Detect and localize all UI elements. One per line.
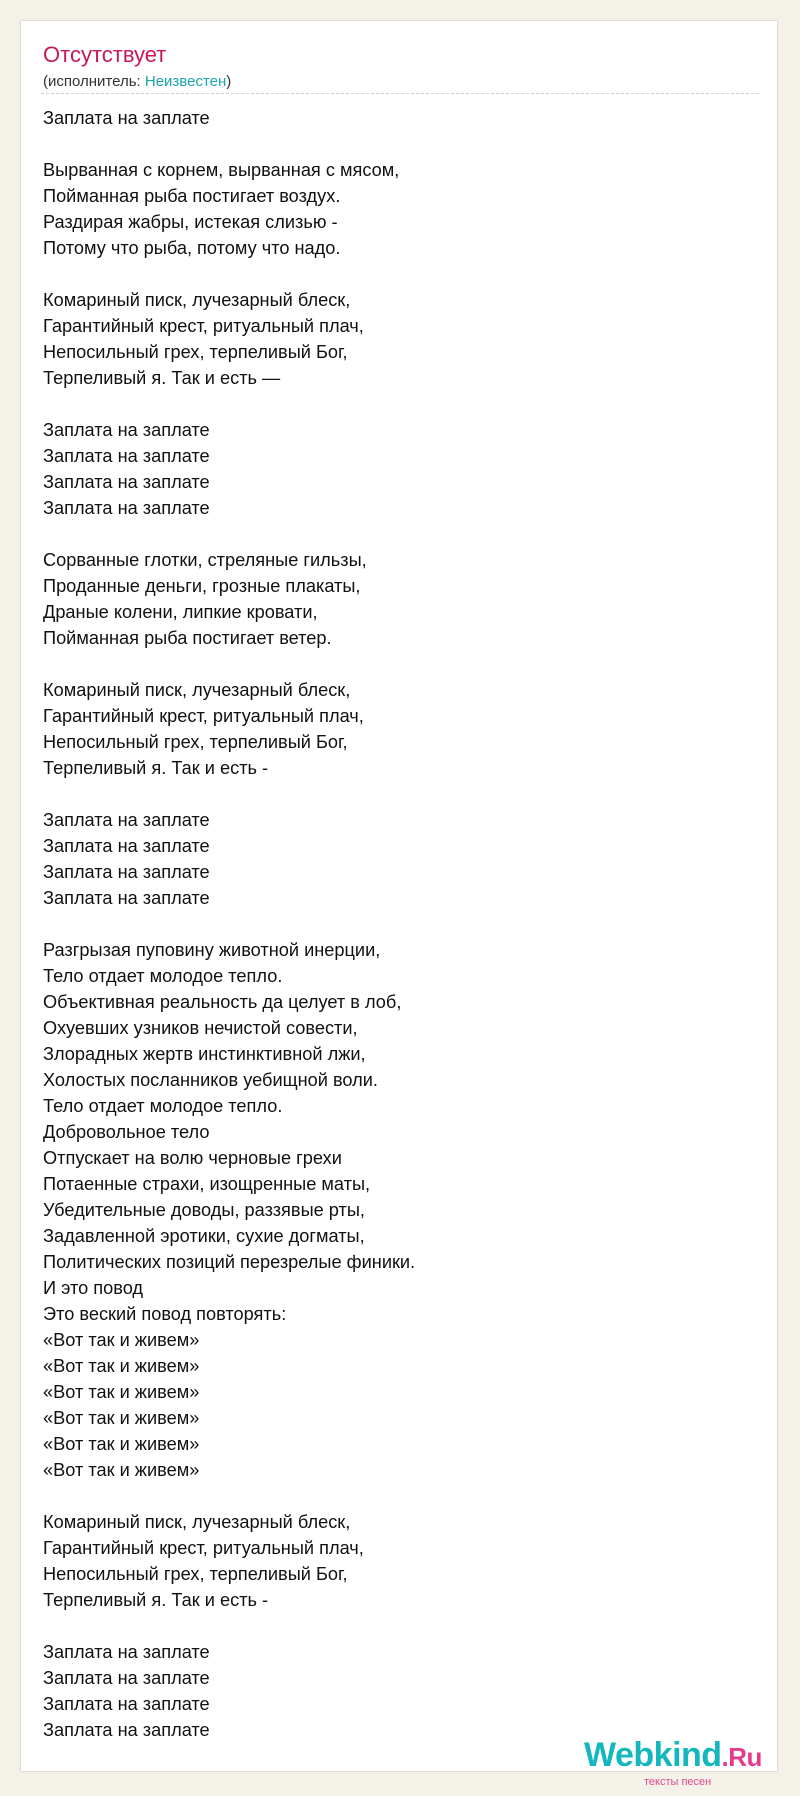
- lyric-line: Заплата на заплате: [43, 446, 210, 466]
- lyric-line: Заплата на заплате: [43, 888, 210, 908]
- performer-suffix: ): [226, 73, 232, 90]
- performer-line: [43, 73, 231, 91]
- stanza-break: [43, 391, 743, 417]
- lyric-line: Вырванная с корнем, вырванная с мясом,: [43, 160, 400, 180]
- lyric-line: Терпеливый я. Так и есть -: [43, 758, 269, 778]
- lyric-line: Заплата на заплате: [43, 1694, 210, 1714]
- lyric-line: «Вот так и живем»: [43, 1460, 200, 1480]
- lyric-line: Добровольное тело: [43, 1122, 210, 1142]
- lyric-line: Убедительные доводы, раззявые рты,: [43, 1200, 365, 1220]
- lyric-line: «Вот так и живем»: [43, 1434, 200, 1454]
- lyric-line: «Вот так и живем»: [43, 1382, 200, 1402]
- lyric-line: Объективная реальность да целует в лоб,: [43, 992, 402, 1012]
- lyric-line: Политических позиций перезрелые финики.: [43, 1252, 416, 1272]
- song-title: Отсутствует: [43, 42, 167, 67]
- lyric-line: «Вот так и живем»: [43, 1408, 200, 1428]
- performer-prefix: (исполнитель:: [43, 73, 145, 90]
- lyrics-body: [43, 105, 743, 1743]
- lyric-line: Заплата на заплате: [43, 108, 210, 128]
- lyric-line: Это веский повод повторять:: [43, 1304, 287, 1324]
- lyric-line: Заплата на заплате: [43, 862, 210, 882]
- lyric-line: Заплата на заплате: [43, 420, 210, 440]
- lyric-line: Заплата на заплате: [43, 472, 210, 492]
- lyric-line: Заплата на заплате: [43, 1642, 210, 1662]
- lyric-line: Заплата на заплате: [43, 810, 210, 830]
- lyric-line: «Вот так и живем»: [43, 1330, 200, 1350]
- lyric-line: Потому что рыба, потому что надо.: [43, 238, 341, 258]
- lyric-line: Непосильный грех, терпеливый Бог,: [43, 342, 348, 362]
- lyric-line: Отпускает на волю черновые грехи: [43, 1148, 342, 1168]
- stanza-break: [43, 781, 743, 807]
- lyric-line: Гарантийный крест, ритуальный плач,: [43, 316, 364, 336]
- lyric-line: Комариный писк, лучезарный блеск,: [43, 1512, 351, 1532]
- lyric-line: Пойманная рыба постигает ветер.: [43, 628, 332, 648]
- lyric-line: Заплата на заплате: [43, 498, 210, 518]
- lyric-line: Гарантийный крест, ритуальный плач,: [43, 706, 364, 726]
- stanza-break: [43, 131, 743, 157]
- lyric-line: Терпеливый я. Так и есть —: [43, 368, 281, 388]
- lyric-line: Холостых посланников уебищной воли.: [43, 1070, 378, 1090]
- stanza-break: [43, 1613, 743, 1639]
- stanza-break: [43, 521, 743, 547]
- webkind-logo[interactable]: [584, 1736, 774, 1796]
- lyric-line: Охуевших узников нечистой совести,: [43, 1018, 358, 1038]
- lyric-line: Терпеливый я. Так и есть -: [43, 1590, 269, 1610]
- lyric-line: Заплата на заплате: [43, 836, 210, 856]
- dashed-divider: [41, 93, 759, 94]
- lyric-line: И это повод: [43, 1278, 144, 1298]
- lyric-line: Пойманная рыба постигает воздух.: [43, 186, 341, 206]
- lyric-line: Тело отдает молодое тепло.: [43, 966, 283, 986]
- lyric-line: Заплата на заплате: [43, 1668, 210, 1688]
- lyrics-card: [20, 20, 778, 1788]
- lyric-line: Непосильный грех, терпеливый Бог,: [43, 732, 348, 752]
- lyric-line: Заплата на заплате: [43, 1720, 210, 1740]
- lyric-line: Раздирая жабры, истекая слизью -: [43, 212, 338, 232]
- stanza-break: [43, 911, 743, 937]
- lyric-line: Драные колени, липкие кровати,: [43, 602, 318, 622]
- stanza-break: [43, 261, 743, 287]
- logo-name: Webkind: [584, 1736, 722, 1774]
- stanza-break: [43, 1483, 743, 1509]
- artist-link[interactable]: Неизвестен: [144, 73, 227, 90]
- lyric-line: Сорванные глотки, стреляные гильзы,: [43, 550, 367, 570]
- lyric-line: Проданные деньги, грозные плакаты,: [43, 576, 361, 596]
- lyric-line: Потаенные страхи, изощренные маты,: [43, 1174, 371, 1194]
- lyric-line: Тело отдает молодое тепло.: [43, 1096, 283, 1116]
- logo-wordmark: [584, 1736, 762, 1775]
- lyric-line: Комариный писк, лучезарный блеск,: [43, 290, 351, 310]
- lyric-line: Злорадных жертв инстинктивной лжи,: [43, 1044, 366, 1064]
- stanza-break: [43, 651, 743, 677]
- lyric-line: Непосильный грех, терпеливый Бог,: [43, 1564, 348, 1584]
- logo-tagline: тексты песен: [644, 1776, 712, 1788]
- logo-tld: .Ru: [721, 1742, 762, 1772]
- lyric-line: Гарантийный крест, ритуальный плач,: [43, 1538, 364, 1558]
- lyric-line: Разгрызая пуповину животной инерции,: [43, 940, 381, 960]
- lyric-line: Задавленной эротики, сухие догматы,: [43, 1226, 365, 1246]
- lyric-line: «Вот так и живем»: [43, 1356, 200, 1376]
- lyric-line: Комариный писк, лучезарный блеск,: [43, 680, 351, 700]
